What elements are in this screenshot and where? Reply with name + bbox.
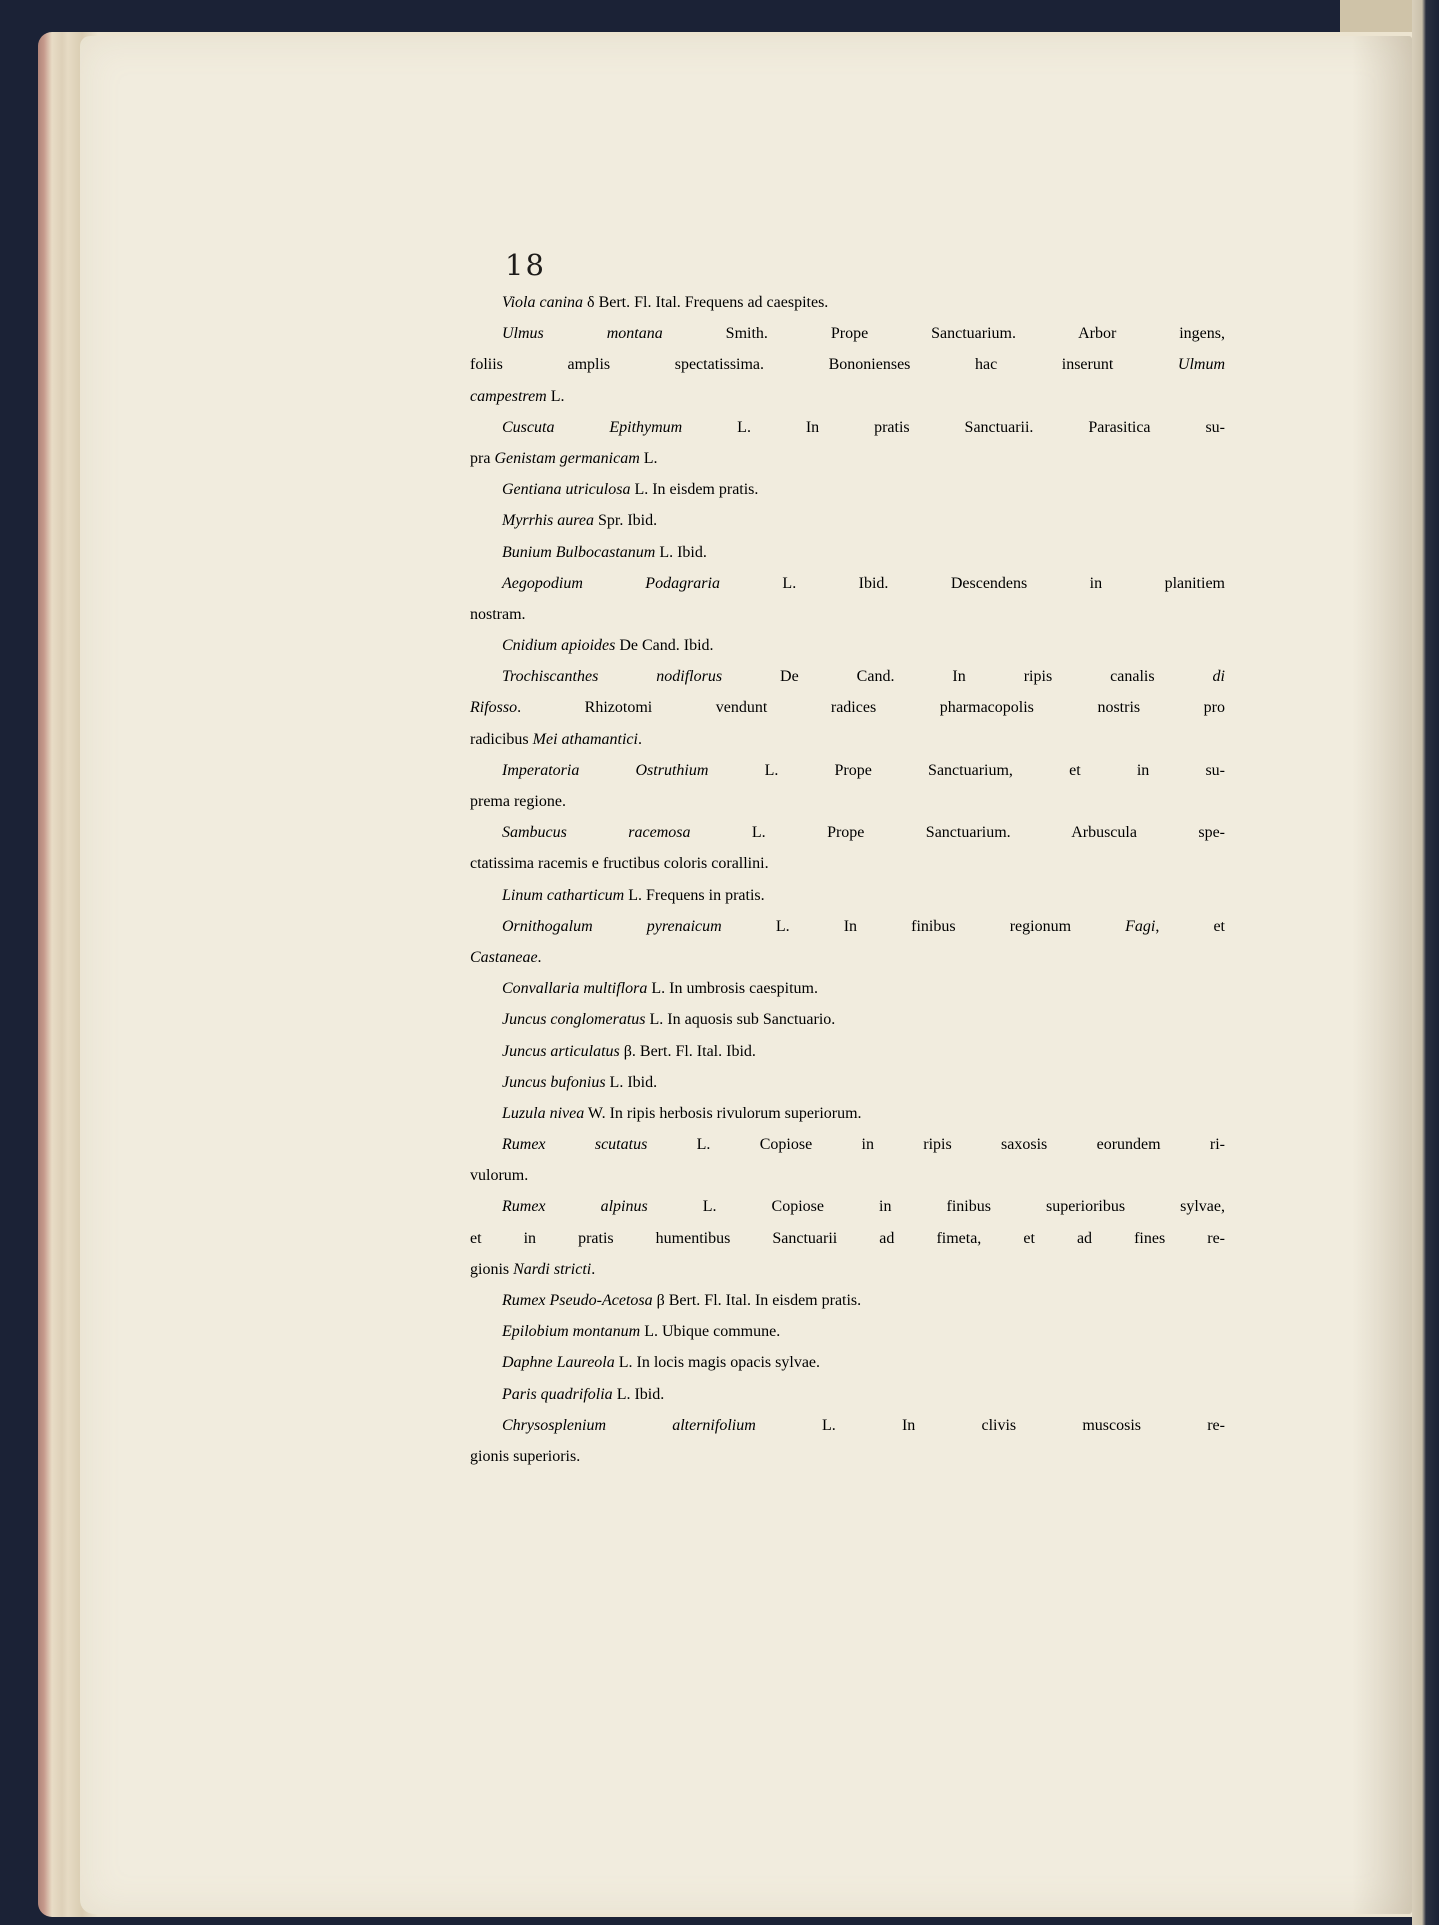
- entry-text: ctatissima racemis e fructibus coloris corallini.: [470, 855, 769, 873]
- species-entry: [470, 637, 1225, 668]
- latin-name-italic: Rumex scutatus: [502, 1136, 648, 1154]
- latin-name-italic: campestrem: [470, 387, 547, 405]
- species-entry: [470, 762, 1225, 824]
- entry-first-line: [470, 1198, 1225, 1229]
- entry-first-line: [470, 1074, 1225, 1105]
- species-entry: [470, 575, 1225, 637]
- species-entry: [470, 918, 1225, 980]
- entry-text: .: [591, 1260, 596, 1278]
- species-list: [470, 294, 1225, 1479]
- entry-continuation-line: [470, 793, 1225, 824]
- latin-name-italic: di: [1212, 668, 1225, 686]
- species-entry: [470, 1043, 1225, 1074]
- species-entry: [470, 1011, 1225, 1042]
- entry-first-line: [470, 1417, 1225, 1448]
- entry-first-line: [470, 1354, 1225, 1385]
- entry-text: L. Ibid.: [655, 543, 707, 561]
- latin-name-italic: Genistam germanicam: [494, 449, 640, 467]
- entry-text: et in pratis humentibus Sanctuarii ad fimeta, et ad fines re-: [470, 1229, 1225, 1247]
- entry-first-line: [470, 1386, 1225, 1417]
- entry-text: β. Bert. Fl. Ital. Ibid.: [619, 1042, 756, 1060]
- entry-first-line: [470, 1105, 1225, 1136]
- latin-name-italic: Imperatoria Ostruthium: [502, 761, 709, 779]
- entry-text: L. Copiose in finibus superioribus sylvae,: [647, 1198, 1225, 1216]
- entry-text: δ Bert. Fl. Ital. Frequens ad caespites.: [583, 294, 829, 311]
- latin-name-italic: Trochiscanthes nodiflorus: [502, 668, 723, 686]
- entry-text: L. In pratis Sanctuarii. Parasitica su-: [682, 418, 1226, 436]
- gutter-shadow: [1352, 36, 1412, 1914]
- entry-first-line: [470, 419, 1225, 450]
- entry-first-line: [470, 980, 1225, 1011]
- entry-text: De Cand. In ripis canalis: [722, 668, 1213, 686]
- entry-text: gionis: [470, 1260, 514, 1278]
- entry-text: L.: [546, 387, 565, 405]
- entry-first-line: [470, 1292, 1225, 1323]
- species-entry: [470, 1074, 1225, 1105]
- entry-text: nostram.: [470, 605, 526, 623]
- latin-name-italic: Ulmum: [1177, 356, 1225, 374]
- entry-text: L. Ibid.: [605, 1073, 658, 1091]
- entry-first-line: [470, 887, 1225, 918]
- entry-continuation-line: [470, 356, 1225, 387]
- entry-first-line: [470, 762, 1225, 793]
- entry-text: radicibus: [470, 730, 533, 748]
- entry-first-line: [470, 1136, 1225, 1167]
- entry-text: L. Prope Sanctuarium, et in su-: [708, 761, 1225, 779]
- species-entry: [470, 1323, 1225, 1354]
- species-entry: [470, 1136, 1225, 1198]
- species-entry: [470, 1198, 1225, 1292]
- entry-continuation-line: [470, 1230, 1225, 1261]
- entry-text: L. In clivis muscosis re-: [755, 1416, 1225, 1434]
- latin-name-italic: Cuscuta Epithymum: [502, 418, 683, 436]
- latin-name-italic: Rifosso: [470, 699, 518, 717]
- entry-continuation-line: [470, 855, 1225, 886]
- latin-name-italic: Myrrhis aurea: [502, 512, 594, 530]
- entry-continuation-line: [470, 1261, 1225, 1292]
- entry-text: L. In aquosis sub Sanctuario.: [645, 1011, 836, 1029]
- entry-text: L. Frequens in pratis.: [624, 886, 765, 904]
- entry-text: L. Ubique commune.: [640, 1323, 781, 1341]
- latin-name-italic: Epilobium montanum: [502, 1323, 641, 1341]
- latin-name-italic: Daphne Laureola: [502, 1354, 615, 1372]
- entry-text: L. In finibus regionum: [721, 917, 1126, 935]
- entry-first-line: [470, 575, 1225, 606]
- entry-text: L.: [639, 449, 658, 467]
- latin-name-italic: Sambucus racemosa: [502, 824, 691, 842]
- latin-name-italic: Luzula nivea: [502, 1104, 585, 1122]
- species-entry: [470, 1417, 1225, 1479]
- entry-continuation-line: [470, 388, 1225, 419]
- entry-text: L. Ibid.: [612, 1385, 665, 1403]
- entry-text: L. Prope Sanctuarium. Arbuscula spe-: [690, 824, 1226, 842]
- page-number: 18: [505, 248, 546, 282]
- entry-text: foliis amplis spectatissima. Bononienses hac inserunt: [470, 356, 1178, 374]
- entry-text: L. In locis magis opacis sylvae.: [614, 1354, 821, 1372]
- entry-continuation-line: [470, 450, 1225, 481]
- species-entry: [470, 980, 1225, 1011]
- species-entry: [470, 887, 1225, 918]
- entry-text: W. In ripis herbosis rivulorum superiorum.: [584, 1104, 862, 1122]
- entry-first-line: [470, 1011, 1225, 1042]
- species-entry: [470, 294, 1225, 325]
- entry-first-line: [470, 544, 1225, 575]
- latin-name-italic: Juncus conglomeratus: [502, 1011, 646, 1029]
- entry-text: prema regione.: [470, 793, 566, 810]
- species-entry: [470, 1105, 1225, 1136]
- entry-first-line: [470, 824, 1225, 855]
- entry-text: De Cand. Ibid.: [615, 637, 714, 655]
- entry-first-line: [470, 668, 1225, 699]
- entry-text: β Bert. Fl. Ital. In eisdem pratis.: [652, 1292, 862, 1309]
- latin-name-italic: Bunium Bulbocastanum: [502, 543, 656, 561]
- latin-name-italic: Juncus articulatus: [502, 1042, 620, 1060]
- latin-name-italic: Mei athamantici: [532, 730, 638, 748]
- latin-name-italic: Ornithogalum pyrenaicum: [502, 917, 722, 935]
- entry-continuation-line: [470, 731, 1225, 762]
- entry-text: L. In umbrosis caespitum.: [647, 980, 818, 998]
- species-entry: [470, 481, 1225, 512]
- entry-text: Smith. Prope Sanctuarium. Arbor ingens,: [662, 325, 1226, 343]
- entry-first-line: [470, 512, 1225, 543]
- entry-continuation-line: [470, 1167, 1225, 1198]
- species-entry: [470, 1354, 1225, 1385]
- entry-first-line: [470, 1323, 1225, 1354]
- entry-text: .: [537, 948, 542, 966]
- latin-name-italic: Nardi stricti: [513, 1260, 592, 1278]
- latin-name-italic: Ulmus montana: [502, 325, 663, 343]
- entry-first-line: [470, 294, 1225, 325]
- entry-text: vulorum.: [470, 1167, 529, 1185]
- entry-continuation-line: [470, 1448, 1225, 1479]
- species-entry: [470, 1386, 1225, 1417]
- binding-strip: [1412, 0, 1439, 1925]
- entry-text: L. Copiose in ripis saxosis eorundem ri-: [647, 1136, 1225, 1154]
- entry-text: L. Ibid. Descendens in planitiem: [719, 574, 1225, 592]
- entry-text: Spr. Ibid.: [594, 512, 658, 530]
- latin-name-italic: Rumex alpinus: [502, 1198, 648, 1216]
- entry-text: L. In eisdem pratis.: [630, 481, 759, 499]
- entry-first-line: [470, 918, 1225, 949]
- latin-name-italic: Cnidium apioides: [502, 637, 616, 655]
- entry-first-line: [470, 325, 1225, 356]
- entry-continuation-line: [470, 949, 1225, 980]
- species-entry: [470, 668, 1225, 762]
- latin-name-italic: Gentiana utriculosa: [502, 481, 631, 499]
- latin-name-italic: Linum catharticum: [502, 886, 625, 904]
- entry-continuation-line: [470, 606, 1225, 637]
- entry-continuation-line: [470, 699, 1225, 730]
- latin-name-italic: Castaneae: [470, 948, 538, 966]
- species-entry: [470, 512, 1225, 543]
- latin-name-italic: Convallaria multiflora: [502, 980, 648, 998]
- latin-name-italic: Chrysosplenium alternifolium: [502, 1416, 756, 1434]
- species-entry: [470, 419, 1225, 481]
- entry-text: . Rhizotomi vendunt radices pharmacopolis nostris pro: [517, 699, 1225, 717]
- entry-text: , et: [1155, 917, 1225, 935]
- species-entry: [470, 544, 1225, 575]
- entry-text: gionis superioris.: [470, 1447, 581, 1465]
- entry-text: pra: [470, 449, 495, 467]
- latin-name-italic: Rumex Pseudo-Acetosa: [502, 1292, 653, 1309]
- latin-name-italic: Viola canina: [502, 294, 584, 311]
- species-entry: [470, 1292, 1225, 1323]
- entry-first-line: [470, 637, 1225, 668]
- species-entry: [470, 325, 1225, 419]
- latin-name-italic: Paris quadrifolia: [502, 1385, 613, 1403]
- latin-name-italic: Juncus bufonius: [502, 1073, 606, 1091]
- latin-name-italic: Aegopodium Podagraria: [502, 574, 720, 592]
- entry-first-line: [470, 1043, 1225, 1074]
- latin-name-italic: Fagi: [1125, 917, 1156, 935]
- entry-text: .: [637, 730, 642, 748]
- species-entry: [470, 824, 1225, 886]
- entry-first-line: [470, 481, 1225, 512]
